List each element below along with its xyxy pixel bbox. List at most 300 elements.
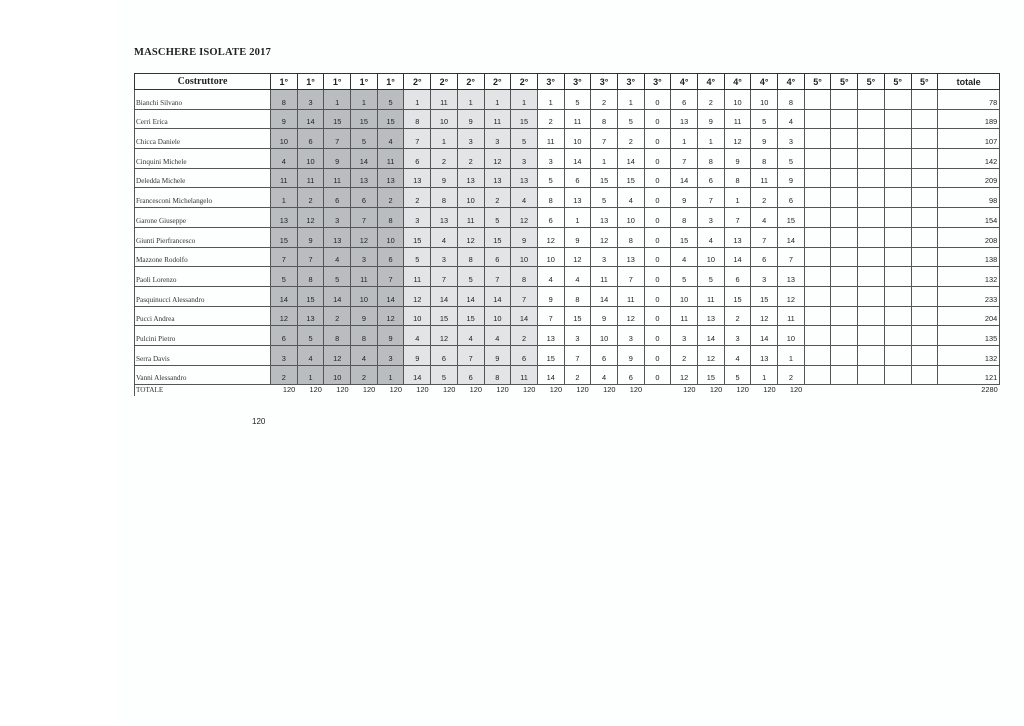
score-cell: 10: [271, 129, 298, 149]
score-cell: 8: [751, 149, 778, 169]
score-cell: 10: [617, 208, 644, 228]
score-cell: 15: [377, 109, 404, 129]
score-cell: 2: [671, 345, 698, 365]
builder-name-cell: Pucci Andrea: [135, 306, 271, 326]
score-cell: [804, 365, 831, 385]
score-cell: 15: [271, 227, 298, 247]
score-cell: [831, 227, 858, 247]
score-cell: [858, 129, 885, 149]
score-cell: 5: [671, 267, 698, 287]
score-cell: 5: [724, 365, 751, 385]
column-header-heat: 4°: [671, 74, 698, 90]
score-cell: [804, 267, 831, 287]
score-cell: 7: [457, 345, 484, 365]
score-cell: [858, 326, 885, 346]
score-cell: 15: [511, 109, 538, 129]
score-cell: [884, 365, 911, 385]
score-cell: 2: [511, 326, 538, 346]
score-cell: 13: [751, 345, 778, 365]
table-row: [135, 109, 1000, 129]
column-header-heat: 5°: [804, 74, 831, 90]
score-cell: 10: [698, 247, 725, 267]
builder-name-cell: Pulcini Pietro: [135, 326, 271, 346]
score-cell: [884, 306, 911, 326]
score-cell: 2: [751, 188, 778, 208]
score-cell: [858, 247, 885, 267]
score-cell: 9: [698, 109, 725, 129]
score-cell: [911, 247, 938, 267]
score-cell: 12: [324, 345, 351, 365]
score-cell: 8: [537, 188, 564, 208]
score-cell: 2: [698, 90, 725, 110]
score-cell: [858, 168, 885, 188]
score-cell: 6: [591, 345, 618, 365]
score-cell: 3: [671, 326, 698, 346]
score-cell: [911, 109, 938, 129]
score-cell: 3: [404, 208, 431, 228]
column-header-heat: 2°: [484, 74, 511, 90]
row-total-cell: 208: [938, 227, 1000, 247]
row-total-cell: 154: [938, 208, 1000, 228]
column-header-heat: 1°: [351, 74, 378, 90]
score-cell: 4: [511, 188, 538, 208]
score-cell: 10: [751, 90, 778, 110]
score-cell: 4: [351, 345, 378, 365]
score-cell: 15: [351, 109, 378, 129]
score-cell: 3: [511, 149, 538, 169]
score-cell: [884, 326, 911, 346]
score-cell: 5: [564, 90, 591, 110]
score-cell: 1: [537, 90, 564, 110]
score-cell: 9: [537, 286, 564, 306]
score-cell: [804, 90, 831, 110]
score-cell: 4: [404, 326, 431, 346]
score-cell: 7: [698, 188, 725, 208]
score-cell: 1: [751, 365, 778, 385]
column-total-cell: 120: [377, 385, 404, 397]
score-cell: 9: [431, 168, 458, 188]
score-cell: 12: [564, 247, 591, 267]
score-cell: [858, 149, 885, 169]
column-header-heat: 2°: [511, 74, 538, 90]
score-cell: 15: [751, 286, 778, 306]
score-cell: 9: [351, 306, 378, 326]
column-header-heat: 1°: [377, 74, 404, 90]
score-cell: 6: [351, 188, 378, 208]
score-cell: 14: [617, 149, 644, 169]
table-row: [135, 247, 1000, 267]
score-cell: [911, 326, 938, 346]
score-cell: 14: [671, 168, 698, 188]
score-cell: 6: [671, 90, 698, 110]
column-total-cell: [804, 385, 831, 397]
score-cell: 13: [271, 208, 298, 228]
score-cell: 5: [751, 109, 778, 129]
score-cell: 1: [484, 90, 511, 110]
column-header-heat: 3°: [644, 74, 671, 90]
score-cell: 1: [377, 365, 404, 385]
score-cell: [804, 326, 831, 346]
score-cell: 4: [724, 345, 751, 365]
score-cell: [804, 168, 831, 188]
score-cell: [831, 109, 858, 129]
score-cell: 4: [698, 227, 725, 247]
score-cell: 0: [644, 326, 671, 346]
score-cell: 7: [511, 286, 538, 306]
score-cell: [804, 247, 831, 267]
builder-name-cell: Cerri Erica: [135, 109, 271, 129]
score-cell: 14: [751, 326, 778, 346]
score-cell: [884, 149, 911, 169]
builder-name-cell: Chicca Daniele: [135, 129, 271, 149]
score-cell: 13: [324, 227, 351, 247]
score-cell: [831, 365, 858, 385]
builder-name-cell: Pasquinucci Alessandro: [135, 286, 271, 306]
score-cell: 7: [324, 129, 351, 149]
score-cell: 8: [511, 267, 538, 287]
score-cell: 7: [351, 208, 378, 228]
score-cell: 14: [698, 326, 725, 346]
score-cell: [804, 345, 831, 365]
score-cell: 12: [457, 227, 484, 247]
score-cell: [858, 365, 885, 385]
table-row: [135, 227, 1000, 247]
score-cell: 10: [324, 365, 351, 385]
score-cell: 1: [778, 345, 805, 365]
score-cell: 13: [778, 267, 805, 287]
column-total-cell: 120: [671, 385, 698, 397]
score-cell: 6: [484, 247, 511, 267]
score-cell: 8: [698, 149, 725, 169]
score-cell: 8: [377, 208, 404, 228]
results-table: [134, 73, 1000, 396]
score-cell: 9: [778, 168, 805, 188]
column-total-cell: [831, 385, 858, 397]
score-cell: [884, 188, 911, 208]
score-cell: 12: [351, 227, 378, 247]
score-cell: 7: [778, 247, 805, 267]
score-cell: 3: [324, 208, 351, 228]
score-cell: 15: [778, 208, 805, 228]
score-cell: 10: [377, 227, 404, 247]
score-cell: 6: [404, 149, 431, 169]
column-header-heat: 5°: [858, 74, 885, 90]
score-cell: 12: [591, 227, 618, 247]
score-cell: [911, 267, 938, 287]
score-cell: 15: [591, 168, 618, 188]
column-total-cell: 120: [484, 385, 511, 397]
score-cell: 9: [377, 326, 404, 346]
score-cell: 0: [644, 188, 671, 208]
score-cell: 0: [644, 345, 671, 365]
score-cell: 3: [537, 149, 564, 169]
score-cell: [804, 306, 831, 326]
score-cell: 13: [351, 168, 378, 188]
score-cell: 6: [511, 345, 538, 365]
score-cell: 12: [404, 286, 431, 306]
score-cell: 15: [297, 286, 324, 306]
score-cell: 5: [297, 326, 324, 346]
score-cell: 5: [511, 129, 538, 149]
score-cell: 12: [724, 129, 751, 149]
column-total-cell: 120: [324, 385, 351, 397]
score-cell: 6: [537, 208, 564, 228]
column-header-heat: 3°: [591, 74, 618, 90]
score-cell: 6: [751, 247, 778, 267]
score-cell: 11: [431, 90, 458, 110]
score-cell: 2: [724, 306, 751, 326]
score-cell: 14: [271, 286, 298, 306]
column-total-cell: 120: [404, 385, 431, 397]
score-cell: 14: [564, 149, 591, 169]
builder-name-cell: Paoli Lorenzo: [135, 267, 271, 287]
score-cell: [831, 90, 858, 110]
score-cell: 3: [591, 247, 618, 267]
score-cell: 5: [537, 168, 564, 188]
score-cell: [911, 306, 938, 326]
score-cell: 1: [591, 149, 618, 169]
score-cell: 4: [431, 227, 458, 247]
score-cell: 2: [377, 188, 404, 208]
score-cell: 8: [324, 326, 351, 346]
score-cell: 3: [751, 267, 778, 287]
score-cell: [831, 267, 858, 287]
score-cell: 13: [511, 168, 538, 188]
score-cell: 1: [271, 188, 298, 208]
score-cell: 12: [431, 326, 458, 346]
score-cell: 5: [377, 90, 404, 110]
builder-name-cell: Cinquini Michele: [135, 149, 271, 169]
score-cell: 14: [591, 286, 618, 306]
score-cell: 1: [724, 188, 751, 208]
score-cell: 9: [324, 149, 351, 169]
score-cell: [831, 188, 858, 208]
score-cell: 10: [537, 247, 564, 267]
table-row: [135, 168, 1000, 188]
score-cell: [858, 345, 885, 365]
score-cell: [884, 345, 911, 365]
score-cell: 11: [751, 168, 778, 188]
score-cell: 0: [644, 306, 671, 326]
score-cell: 6: [778, 188, 805, 208]
score-cell: [831, 208, 858, 228]
score-cell: 11: [698, 286, 725, 306]
score-cell: 9: [297, 227, 324, 247]
score-cell: [804, 149, 831, 169]
score-cell: 12: [617, 306, 644, 326]
score-cell: 6: [617, 365, 644, 385]
score-cell: 12: [271, 306, 298, 326]
column-header-heat: 3°: [564, 74, 591, 90]
score-cell: 3: [564, 326, 591, 346]
score-cell: 13: [431, 208, 458, 228]
builder-name-cell: Mazzone Rodolfo: [135, 247, 271, 267]
score-cell: 15: [484, 227, 511, 247]
score-cell: 15: [617, 168, 644, 188]
score-cell: 3: [431, 247, 458, 267]
score-cell: 12: [698, 345, 725, 365]
score-cell: 13: [564, 188, 591, 208]
score-cell: 7: [377, 267, 404, 287]
score-cell: 4: [324, 247, 351, 267]
score-cell: 14: [484, 286, 511, 306]
score-cell: 2: [778, 365, 805, 385]
score-cell: 11: [564, 109, 591, 129]
column-header-heat: 1°: [324, 74, 351, 90]
score-cell: 2: [351, 365, 378, 385]
column-total-cell: 120: [698, 385, 725, 397]
table-row: [135, 208, 1000, 228]
score-cell: [884, 267, 911, 287]
score-cell: 15: [431, 306, 458, 326]
score-cell: 9: [671, 188, 698, 208]
score-cell: [884, 90, 911, 110]
column-header-heat: 1°: [271, 74, 298, 90]
score-cell: 14: [431, 286, 458, 306]
score-cell: 0: [644, 365, 671, 385]
score-cell: 4: [617, 188, 644, 208]
row-total-cell: 138: [938, 247, 1000, 267]
score-cell: 8: [431, 188, 458, 208]
score-cell: 12: [377, 306, 404, 326]
row-total-cell: 121: [938, 365, 1000, 385]
score-cell: 13: [484, 168, 511, 188]
score-cell: [884, 227, 911, 247]
score-cell: 10: [564, 129, 591, 149]
score-cell: 14: [537, 365, 564, 385]
row-total-cell: 132: [938, 267, 1000, 287]
score-cell: 14: [297, 109, 324, 129]
score-cell: 7: [537, 306, 564, 326]
score-cell: 0: [644, 267, 671, 287]
table-row: [135, 365, 1000, 385]
score-cell: [884, 168, 911, 188]
score-cell: 3: [271, 345, 298, 365]
score-cell: 11: [377, 149, 404, 169]
score-cell: [911, 149, 938, 169]
score-cell: [884, 208, 911, 228]
score-cell: 7: [271, 247, 298, 267]
score-cell: 1: [404, 90, 431, 110]
score-cell: 7: [564, 345, 591, 365]
score-cell: 7: [751, 227, 778, 247]
column-header-heat: 5°: [911, 74, 938, 90]
score-cell: 10: [591, 326, 618, 346]
score-cell: 7: [297, 247, 324, 267]
column-total-cell: [858, 385, 885, 397]
score-cell: 3: [617, 326, 644, 346]
header-row: [135, 74, 1000, 90]
score-cell: 8: [724, 168, 751, 188]
column-header-heat: 1°: [297, 74, 324, 90]
score-cell: 8: [297, 267, 324, 287]
column-header-heat: 5°: [884, 74, 911, 90]
score-cell: 8: [404, 109, 431, 129]
score-cell: 3: [457, 129, 484, 149]
score-cell: 11: [724, 109, 751, 129]
score-cell: 11: [484, 109, 511, 129]
score-cell: 6: [377, 247, 404, 267]
score-cell: 10: [724, 90, 751, 110]
row-total-cell: 189: [938, 109, 1000, 129]
score-cell: [911, 227, 938, 247]
totals-label: TOTALE: [135, 385, 271, 397]
score-cell: 0: [644, 227, 671, 247]
column-total-cell: 120: [751, 385, 778, 397]
score-cell: 11: [591, 267, 618, 287]
score-cell: 11: [537, 129, 564, 149]
score-cell: 6: [698, 168, 725, 188]
score-cell: 12: [511, 208, 538, 228]
score-cell: 11: [404, 267, 431, 287]
builder-name-cell: Deledda Michele: [135, 168, 271, 188]
score-cell: 6: [324, 188, 351, 208]
score-cell: 6: [297, 129, 324, 149]
score-cell: 9: [457, 109, 484, 129]
score-cell: [911, 208, 938, 228]
table-row: [135, 90, 1000, 110]
score-cell: 2: [324, 306, 351, 326]
score-cell: 1: [617, 90, 644, 110]
score-cell: 1: [324, 90, 351, 110]
score-cell: 3: [351, 247, 378, 267]
table-row: [135, 345, 1000, 365]
score-cell: [858, 227, 885, 247]
score-cell: 2: [537, 109, 564, 129]
score-cell: 1: [698, 129, 725, 149]
score-cell: [831, 326, 858, 346]
table-row: [135, 188, 1000, 208]
score-cell: 7: [617, 267, 644, 287]
row-total-cell: 98: [938, 188, 1000, 208]
column-total-cell: 120: [511, 385, 538, 397]
score-cell: 10: [484, 306, 511, 326]
score-cell: 11: [324, 168, 351, 188]
score-cell: 12: [778, 286, 805, 306]
score-cell: [884, 286, 911, 306]
builder-name-cell: Serra Davis: [135, 345, 271, 365]
score-cell: 4: [591, 365, 618, 385]
score-cell: 11: [671, 306, 698, 326]
score-cell: 6: [271, 326, 298, 346]
score-cell: [858, 188, 885, 208]
score-cell: 13: [404, 168, 431, 188]
column-header-heat: 3°: [537, 74, 564, 90]
score-cell: 4: [564, 267, 591, 287]
row-total-cell: 107: [938, 129, 1000, 149]
score-cell: 15: [724, 286, 751, 306]
score-cell: 9: [724, 149, 751, 169]
score-cell: [804, 109, 831, 129]
score-cell: 1: [457, 90, 484, 110]
score-cell: [858, 286, 885, 306]
score-cell: 11: [511, 365, 538, 385]
score-cell: 13: [377, 168, 404, 188]
score-cell: 13: [297, 306, 324, 326]
score-cell: 2: [431, 149, 458, 169]
score-cell: 10: [404, 306, 431, 326]
row-total-cell: 204: [938, 306, 1000, 326]
score-cell: 5: [617, 109, 644, 129]
score-cell: 13: [457, 168, 484, 188]
score-cell: 14: [404, 365, 431, 385]
score-cell: [858, 267, 885, 287]
score-cell: 4: [271, 149, 298, 169]
score-cell: 2: [591, 90, 618, 110]
column-total-cell: 120: [271, 385, 298, 397]
score-cell: 5: [271, 267, 298, 287]
score-cell: [831, 247, 858, 267]
